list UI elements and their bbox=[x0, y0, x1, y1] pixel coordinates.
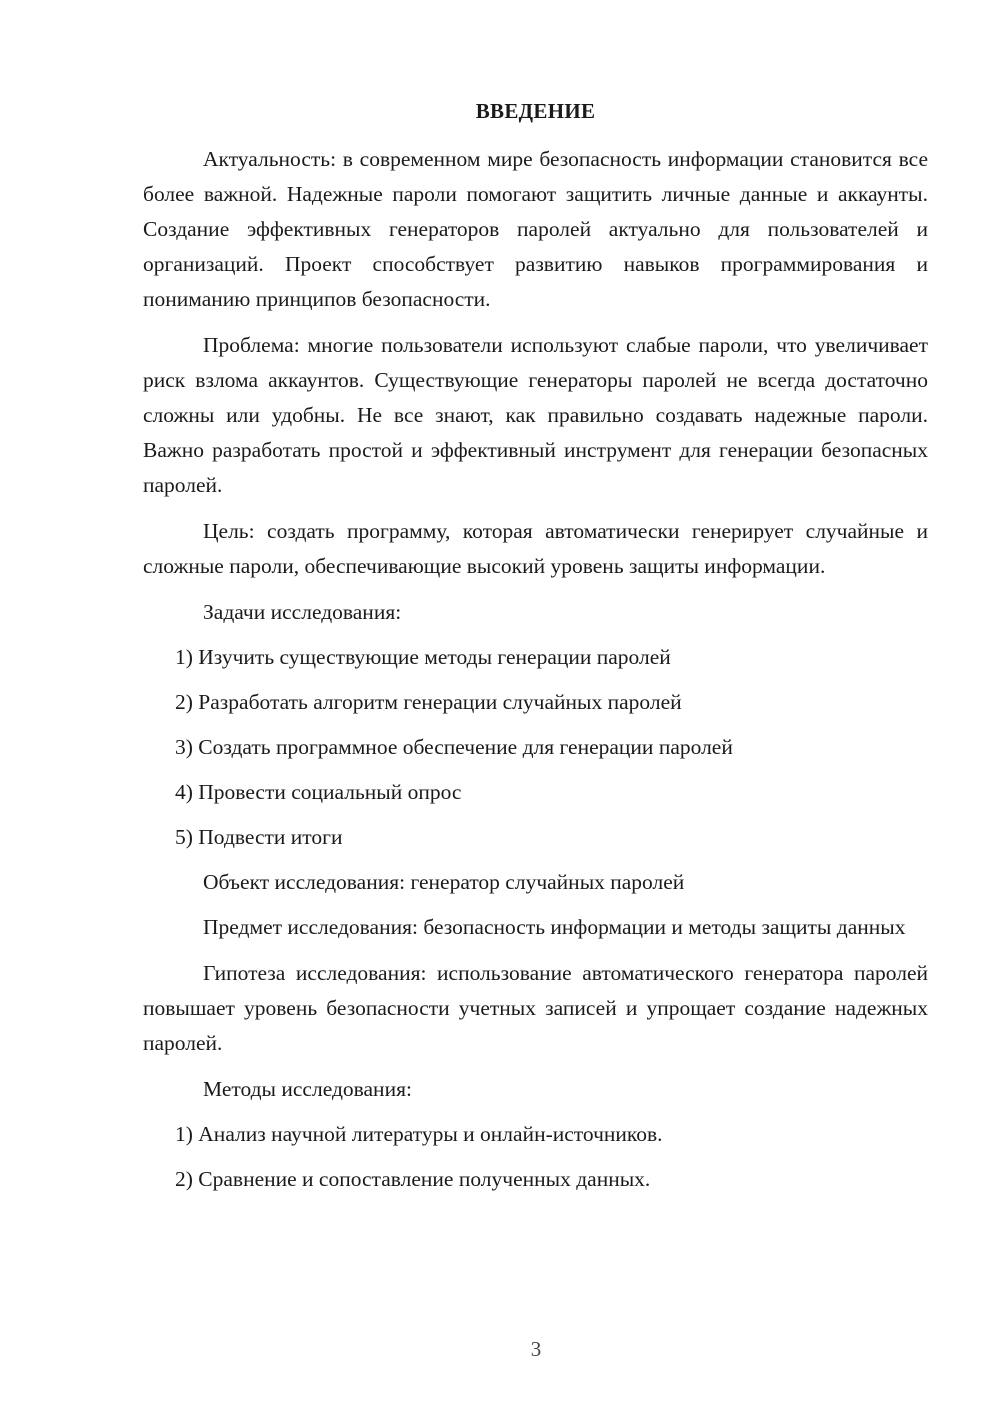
page-title: ВВЕДЕНИЕ bbox=[475, 99, 596, 123]
subject-paragraph: Предмет исследования: безопасность информации и методы защиты данных bbox=[203, 915, 906, 939]
tasks-list bbox=[143, 640, 928, 855]
problem-paragraph: Проблема: многие пользователи используют слабые пароли, что увеличивает риск взлома аккаунтов. Существующие генераторы паролей не всегда достаточно сложны или удобны. Не все знают, как правильно создавать надежные пароли. Важно разработать простой и эффективный инструмент для генерации безопасных паролей. bbox=[143, 333, 928, 497]
list-item: 2) Сравнение и сопоставление полученных данных. bbox=[175, 1167, 651, 1191]
list-item: 5) Подвести итоги bbox=[175, 825, 343, 849]
list-item: 2) Разработать алгоритм генерации случайных паролей bbox=[175, 690, 682, 714]
list-item: 1) Анализ научной литературы и онлайн-источников. bbox=[175, 1122, 663, 1146]
tasks-heading: Задачи исследования: bbox=[203, 600, 402, 624]
goal-paragraph: Цель: создать программу, которая автоматически генерирует случайные и сложные пароли, обеспечивающие высокий уровень защиты информации. bbox=[143, 519, 928, 578]
methods-heading: Методы исследования: bbox=[203, 1077, 412, 1101]
list-item: 1) Изучить существующие методы генерации паролей bbox=[175, 645, 671, 669]
methods-list bbox=[143, 1117, 928, 1197]
list-item: 3) Создать программное обеспечение для генерации паролей bbox=[175, 735, 733, 759]
page-number: 3 bbox=[530, 1337, 542, 1361]
hypothesis-paragraph: Гипотеза исследования: использование автоматического генератора паролей повышает уровень безопасности учетных записей и упрощает создание надежных паролей. bbox=[143, 961, 928, 1055]
relevance-paragraph: Актуальность: в современном мире безопасность информации становится все более важной. Надежные пароли помогают защитить личные данные и аккаунты. Создание эффективных генераторов паролей актуально для пользователей и организаций. Проект способствует развитию навыков программирования и пониманию принципов безопасности. bbox=[143, 147, 928, 311]
document-body bbox=[143, 142, 928, 1207]
object-paragraph: Объект исследования: генератор случайных паролей bbox=[203, 870, 685, 894]
list-item: 4) Провести социальный опрос bbox=[175, 780, 462, 804]
